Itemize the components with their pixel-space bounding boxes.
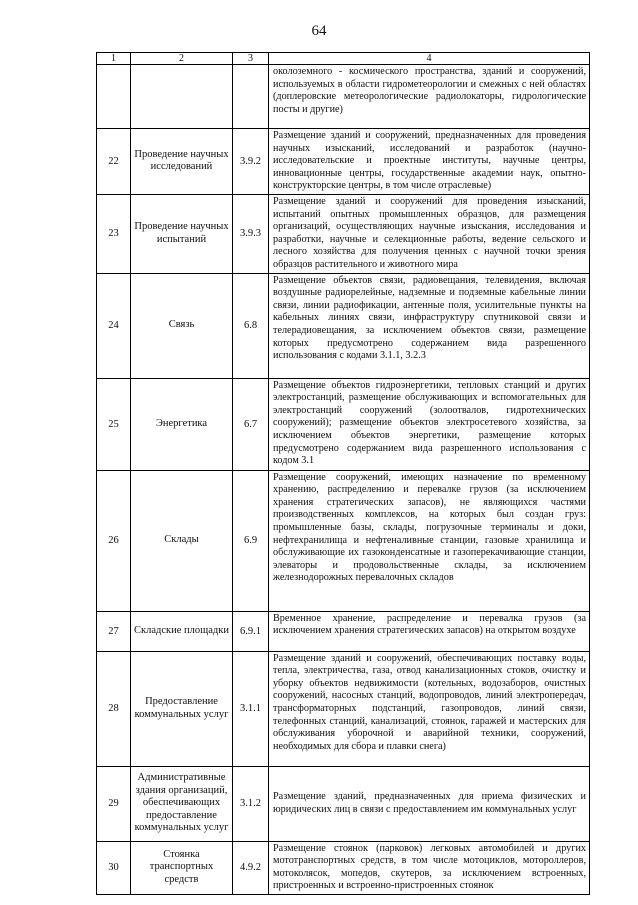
use-type-code: 3.9.2 [233, 129, 269, 195]
table-row [97, 651, 590, 766]
use-type-name: Связь [131, 273, 233, 378]
use-type-name: Склады [131, 470, 233, 611]
header-cell: 2 [131, 53, 233, 65]
use-type-code: 4.9.2 [233, 841, 269, 894]
table-row [97, 766, 590, 841]
table-row [97, 611, 590, 651]
header-cell: 4 [269, 53, 590, 65]
table-header-row [97, 53, 590, 65]
use-type-description: Размещение зданий и сооружений, обеспечивающих поставку воды, тепла, электричества, газа, отвод канализационных стоков, очистку и уборку объектов недвижимости (котельных, водозаборов, очистных сооружений, насосных станций, водопроводов, линий электропередач, трансформаторных подстанций, газопроводов, линий связи, телефонных станций, канализаций, стоянок, гаражей и мастерских для обслуживания уборочной и аварийной техники, сооружений, необходимых для сбора и плавки снега) [269, 651, 590, 766]
use-type-description: Размещение стоянок (парковок) легковых автомобилей и других мототранспортных средств, в том числе мотоциклов, мотороллеров, мотоколясок, мопедов, скутеров, за исключением встроенных, пристроенных и встроенно-пристроенных стоянок [269, 841, 590, 894]
row-number: 23 [97, 194, 131, 273]
row-number: 22 [97, 129, 131, 195]
row-number: 26 [97, 470, 131, 611]
table-row [97, 129, 590, 195]
use-type-description: Размещение объектов связи, радиовещания, телевидения, включая воздушные радиорелейные, надземные и подземные кабельные линии связи, линии радиофикации, антенные поля, усилительные пункты на кабельных линиях связи, инфраструктуру спутниковой связи и телерадиовещания, за исключением объектов связи, размещение которых предусмотрено содержанием вида разрешенного использования с кодами 3.1.1, 3.2.3 [269, 273, 590, 378]
table-row [97, 65, 590, 129]
row-number: 25 [97, 378, 131, 470]
use-type-description: Временное хранение, распределение и перевалка грузов (за исключением хранения стратегических запасов) на открытом воздухе [269, 611, 590, 651]
land-use-table [96, 52, 590, 895]
use-type-name [131, 65, 233, 129]
use-type-description: Размещение зданий, предназначенных для приема физических и юридических лиц в связи с предоставлением им коммунальных услуг [269, 766, 590, 841]
header-cell: 1 [97, 53, 131, 65]
table-row [97, 273, 590, 378]
use-type-code: 3.1.1 [233, 651, 269, 766]
use-type-description: Размещение сооружений, имеющих назначение по временному хранению, распределению и перевалке грузов (за исключением хранения стратегических запасов), не являющихся частями производственных комплексов, на которых был создан груз: промышленные базы, склады, погрузочные терминалы и доки, нефтехранилища и нефтеналивные станции, газовые хранилища и обслуживающие их газоконденсатные и газоперекачивающие станции, элеваторы и продовольственные склады, за исключением железнодорожных перевалочных складов [269, 470, 590, 611]
use-type-description: околоземного - космического пространства, зданий и сооружений, используемых в области гидрометеорологии и смежных с ней областях (доплеровские метеорологические радиолокаторы, гидрологические посты и другие) [269, 65, 590, 129]
use-type-code: 6.7 [233, 378, 269, 470]
use-type-name: Предоставление коммунальных услуг [131, 651, 233, 766]
page-number: 64 [311, 23, 327, 39]
row-number: 29 [97, 766, 131, 841]
row-number: 28 [97, 651, 131, 766]
use-type-code: 6.9.1 [233, 611, 269, 651]
table-row [97, 194, 590, 273]
use-type-code: 3.9.3 [233, 194, 269, 273]
use-type-name: Энергетика [131, 378, 233, 470]
row-number: 30 [97, 841, 131, 894]
use-type-name: Складские площадки [131, 611, 233, 651]
use-type-code [233, 65, 269, 129]
use-type-code: 3.1.2 [233, 766, 269, 841]
use-type-description: Размещение объектов гидроэнергетики, тепловых станций и других электростанций, размещение обслуживающих и вспомогательных для электростанций сооружений (золоотвалов, гидротехнических сооружений); размещение объектов электросетевого хозяйства, за исключением объектов энергетики, размещение которых предусмотрено содержанием вида разрешенного использования с кодом 3.1 [269, 378, 590, 470]
use-type-description: Размещение зданий и сооружений для проведения изысканий, испытаний опытных промышленных образцов, для размещения организаций, осуществляющих научные изыскания, исследования и разработки, научные и селекционные работы, ведение сельского и лесного хозяйства для получения ценных с научной точки зрения образцов растительного и животного мира [269, 194, 590, 273]
use-type-name: Административные здания организаций, обеспечивающих предоставление коммунальных услуг [131, 766, 233, 841]
use-type-code: 6.9 [233, 470, 269, 611]
use-type-name: Проведение научных исследований [131, 129, 233, 195]
table-row [97, 378, 590, 470]
row-number: 24 [97, 273, 131, 378]
row-number [97, 65, 131, 129]
use-type-code: 6.8 [233, 273, 269, 378]
use-type-name: Проведение научных испытаний [131, 194, 233, 273]
use-type-name: Стоянка транспортных средств [131, 841, 233, 894]
header-cell: 3 [233, 53, 269, 65]
table-row [97, 841, 590, 894]
table-row [97, 470, 590, 611]
use-type-description: Размещение зданий и сооружений, предназначенных для проведения научных изысканий, исследований и разработок (научно-исследовательские и проектные институты, научные центры, инновационные центры, государственные академии наук, опытно-конструкторские центры, в том числе отраслевые) [269, 129, 590, 195]
row-number: 27 [97, 611, 131, 651]
